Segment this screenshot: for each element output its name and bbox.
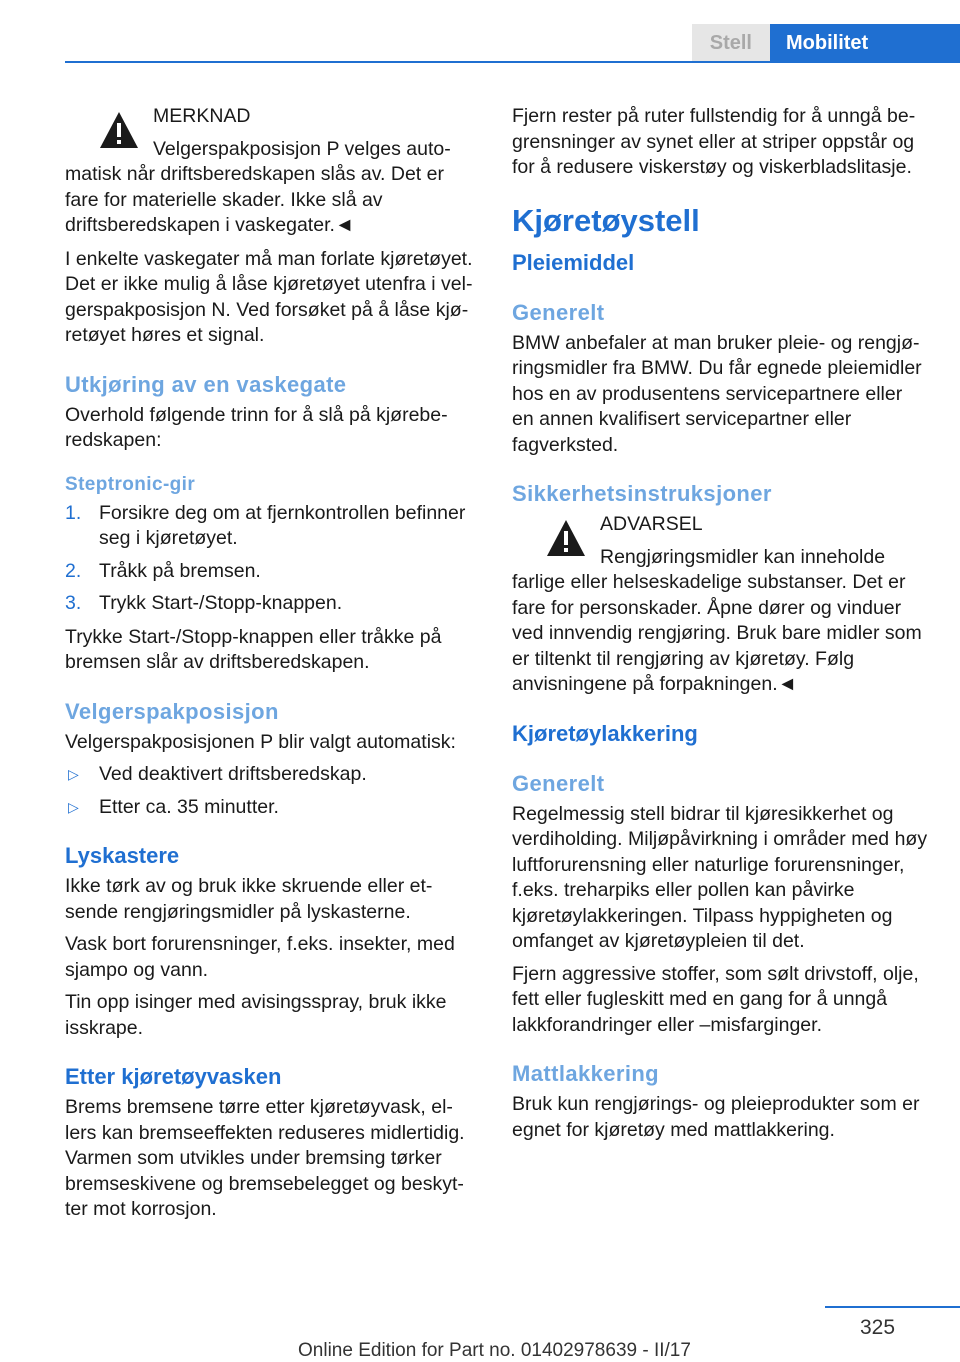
heading-steptronic: Steptronic-gir: [65, 473, 196, 495]
list-item: [65, 762, 477, 788]
notice-box: [65, 104, 477, 239]
notice-text: Velgerspakposisjon P velges automatisk når driftsberedskapen slås av. Det er fare for materielle skader. Ikke slå av driftsberedskapen i vaskegater.◄: [65, 137, 451, 236]
heading-selector-position: Velgerspakposisjon: [65, 698, 279, 724]
heading-exit-carwash: Utkjøring av en vaskegate: [65, 371, 347, 397]
warning-triangle-icon: [546, 518, 586, 558]
heading-matte-paint: Mattlakkering: [512, 1061, 660, 1086]
list-item: [65, 795, 477, 821]
page-number: 325: [860, 1316, 896, 1339]
step-text: Tråkk på bremsen.: [99, 559, 261, 582]
paragraph: Brems bremsene tørre etter kjøretøyvask, ellers kan bremseeffekten reduseres midlertidig. Varmen som utvikles under bremsing tørker bremseskivene og bremsebelegget og beskytter mot korrosjon.: [65, 1096, 465, 1220]
heading-paintwork: Kjøretøylakkering: [512, 720, 698, 746]
step-number: 3.: [65, 592, 82, 614]
paragraph: BMW anbefaler at man bruker pleie- og rengjøringsmidler fra BMW. Du får egnede pleiemidler hos en av produsentens servicepartnere eller en annen kvalifisert servicepartner eller fagverksted.: [512, 331, 922, 456]
left-column: [65, 104, 477, 1230]
tab-mobilitet[interactable]: Mobilitet: [770, 24, 960, 62]
heading-general: Generelt: [512, 299, 605, 325]
step-number: 1.: [65, 501, 82, 524]
warning-text: Rengjøringsmidler kan inneholde farlige eller helseskadelige substanser. Det er fare for personskader. Åpne dører og vinduer ved innvendig rengjøring. Bruk bare midler som er tiltenkt til rengjøring av kjøretøy. Følg anvisningene på forpakningen.◄: [512, 545, 922, 695]
paragraph: Fjern rester på ruter fullstendig for å unngå begrensninger av synet eller at striper oppstår og for å redusere viskerstøy og viskerbladslitasje.: [512, 105, 916, 178]
paragraph: Trykke Start-/Stopp-knappen eller tråkke på bremsen slår av driftsberedskapen.: [65, 625, 442, 673]
bullet-triangle-icon: ▷: [68, 798, 79, 815]
heading-general: Generelt: [512, 770, 605, 796]
bullet-text: Etter ca. 35 minutter.: [99, 795, 279, 818]
paragraph: Fjern aggressive stoffer, som sølt drivstoff, olje, fett eller fugleskitt med en gang for å unngå lakkforandringer eller –misfarginger.: [512, 962, 919, 1036]
step-number: 2.: [65, 559, 82, 582]
tab-stell[interactable]: Stell: [692, 24, 770, 62]
paragraph: Velgerspakposisjonen P blir valgt automatisk:: [65, 730, 456, 753]
edition-footer: Online Edition for Part no. 01402978639 - II/17: [298, 1340, 691, 1361]
paragraph: Tin opp isinger med avisingsspray, bruk ikke isskrape.: [65, 991, 447, 1039]
steps-list: [65, 501, 477, 617]
warning-title: ADVARSEL: [600, 513, 703, 535]
footer-rule: [825, 1306, 960, 1308]
step-text: Trykk Start-/Stopp-knappen.: [99, 592, 343, 614]
list-item: [65, 591, 477, 617]
notice-title: MERKNAD: [153, 105, 251, 127]
bullet-triangle-icon: ▷: [68, 766, 79, 782]
bullet-list: [65, 762, 477, 820]
header-tabs: [692, 24, 960, 62]
paragraph: Overhold følgende trinn for å slå på kjøreberedskapen:: [65, 403, 448, 451]
step-text: Forsikre deg om at fjernkontrollen befinner seg i kjøretøyet.: [99, 501, 466, 549]
warning-triangle-icon: [99, 110, 139, 150]
heading-care-products: Pleiemiddel: [512, 249, 635, 275]
paragraph: Bruk kun rengjørings- og pleieprodukter som er egnet for kjøretøy med mattlakkering.: [512, 1093, 920, 1141]
right-column: [512, 104, 928, 1150]
heading-headlights: Lyskastere: [65, 843, 180, 868]
heading-safety: Sikkerhetsinstruksjoner: [512, 481, 772, 506]
header-rule: [65, 61, 960, 63]
bullet-text: Ved deaktivert driftsberedskap.: [99, 763, 367, 785]
list-item: [65, 559, 477, 585]
paragraph: I enkelte vaskegater må man forlate kjøretøyet. Det er ikke mulig å låse kjøretøyet utenfra i velgerspakposisjon N. Ved forsøket på å låse kjøretøyet høres et signal.: [65, 247, 473, 346]
paragraph: Ikke tørk av og bruk ikke skruende eller etsende rengjøringsmidler på lyskasterne.: [65, 875, 433, 923]
paragraph: Regelmessig stell bidrar til kjøresikkerhet og verdiholding. Miljøpåvirkning i områder med høy luftforurensning eller naturlige forurensninger, f.eks. treharpiks eller pollen kan påvirke kjøretøylakkeringen. Tilpass hyppigheten og omfanget av kjøretøypleien til det.: [512, 802, 928, 952]
list-item: [65, 501, 477, 552]
paragraph: Vask bort forurensninger, f.eks. insekter, med sjampo og vann.: [65, 933, 455, 981]
heading-after-wash: Etter kjøretøyvasken: [65, 1064, 282, 1089]
warning-box: [512, 512, 928, 698]
heading-vehicle-care: Kjøretøystell: [512, 202, 700, 238]
